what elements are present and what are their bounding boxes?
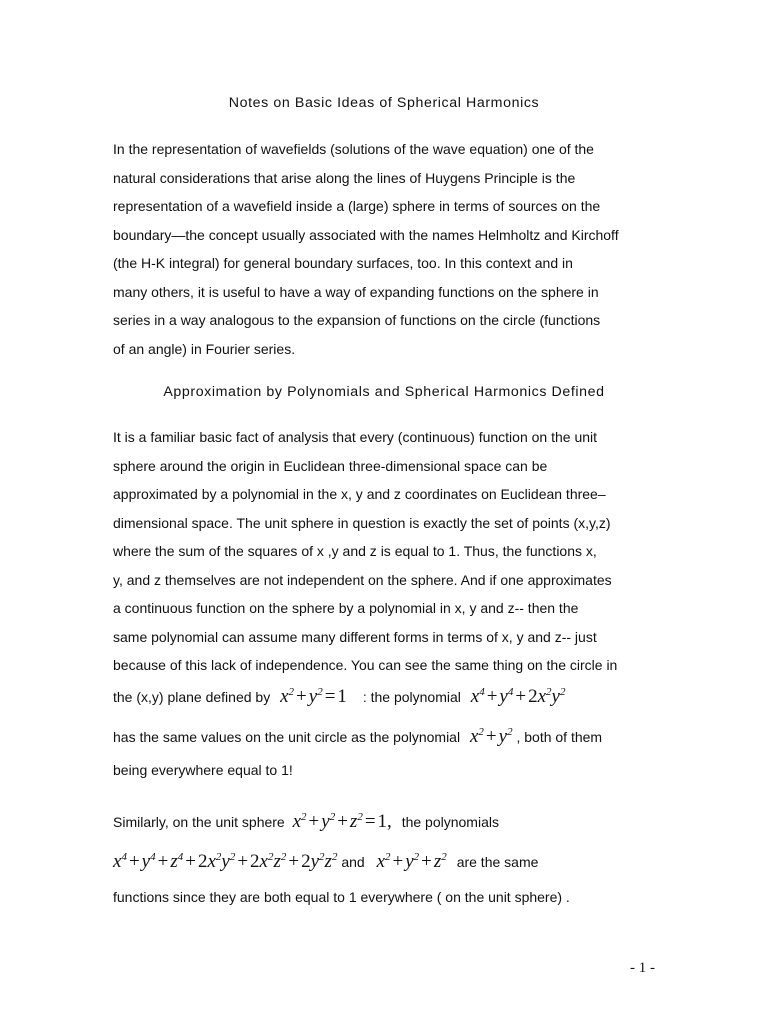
text-line: a continuous function on the sphere by a polynomial in x, y and z-- then the <box>113 600 579 616</box>
page-number: - 1 - <box>630 960 655 976</box>
text-line: many others, it is useful to have a way of expanding functions on the sphere in <box>113 283 599 300</box>
text-line: y, and z themselves are not independent on the sphere. And if one approximates <box>113 571 612 588</box>
sphere-equation: $x^2 + y^2 + z^2 = 1$, <box>292 811 392 832</box>
text-line: same polynomial can assume many different forms in terms of x, y and z-- just <box>113 628 597 645</box>
text-segment: and <box>341 854 365 870</box>
text-line: boundary—the concept usually associated with the names Helmholtz and Kirchoff <box>113 226 619 243</box>
text-line: It is a familiar basic fact of analysis that every (continuous) function on the unit <box>113 429 598 445</box>
text-segment: has the same values on the unit circle as the polynomial <box>113 729 461 745</box>
polynomials-line <box>113 848 653 876</box>
text-line: representation of a wavefield inside a (large) sphere in terms of sources on the <box>113 198 601 214</box>
unit-sphere-line <box>113 808 653 836</box>
text-line: because of this lack of independence. You can see the same thing on the circle in <box>113 657 618 673</box>
text-line: natural considerations that arise along the lines of Huygens Principle is the <box>113 169 576 186</box>
page-title: Notes on Basic Ideas of Spherical Harmonics <box>228 95 540 111</box>
section-heading: Approximation by Polynomials and Spherical Harmonics Defined <box>163 384 605 400</box>
body-paragraph <box>113 423 653 680</box>
circle-equation: $x^2 + y^2 = 1$ <box>280 686 347 707</box>
text-line: dimensional space. The unit sphere in question is exactly the set of points (x,y,z) <box>113 514 611 531</box>
text-line: of an angle) in Fourier series. <box>113 340 296 357</box>
text-segment: : the polynomial <box>362 689 461 705</box>
text-segment: , both of them <box>516 729 603 745</box>
text-line: functions since they are both equal to 1 everywhere ( on the unit sphere) . <box>113 889 570 905</box>
text-line: being everywhere equal to 1! <box>113 762 293 778</box>
text-segment: are the same <box>456 854 539 870</box>
circle-equation-line <box>113 683 653 711</box>
text-segment: the polynomials <box>401 814 499 830</box>
text-segment: Similarly, on the unit sphere <box>113 814 285 830</box>
text-line: sphere around the origin in Euclidean three-dimensional space can be <box>113 457 548 474</box>
text-line: where the sum of the squares of x ,y and z is equal to 1. Thus, the functions x, <box>113 543 597 559</box>
quadratic-polynomial: $x^2 + y^2$ <box>469 726 513 747</box>
quartic-polynomial: $x^4 + y^4 + 2x^2y^2$ <box>470 686 566 707</box>
sphere-quartic-polynomial: $x^4 + y^4 + z^4 + 2x^2y^2 + 2x^2z^2 + 2y^2z^2$ <box>113 851 338 872</box>
sphere-quadratic-polynomial: $x^2 + y^2 + z^2$ <box>376 851 447 872</box>
unit-circle-line <box>113 723 653 751</box>
intro-paragraph <box>113 135 653 363</box>
text-line: approximated by a polynomial in the x, y and z coordinates on Euclidean three– <box>113 486 606 502</box>
text-segment: the (x,y) plane defined by <box>113 689 271 705</box>
text-line: series in a way analogous to the expansion of functions on the circle (functions <box>113 312 601 328</box>
text-line: (the H-K integral) for general boundary surfaces, too. In this context and in <box>113 255 573 271</box>
text-line: In the representation of wavefields (solutions of the wave equation) one of the <box>113 141 594 157</box>
